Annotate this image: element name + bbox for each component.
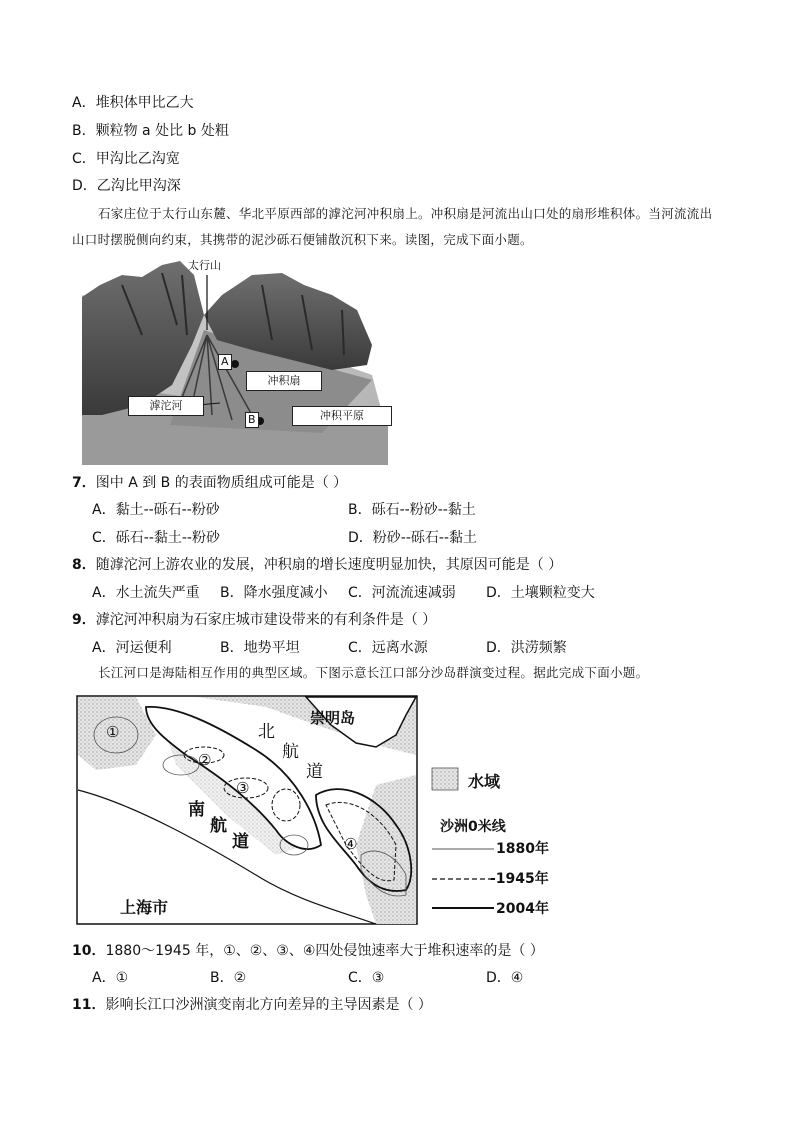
- q9-option-b[interactable]: B．地势平坦: [220, 640, 300, 656]
- hutuo-river-label: 滹沱河: [128, 396, 204, 416]
- q9-option-c[interactable]: C．远离水源: [348, 640, 428, 656]
- q10-option-b[interactable]: B．②: [210, 970, 247, 986]
- question-8: [72, 555, 562, 575]
- question-9: [72, 610, 436, 630]
- q9-option-d[interactable]: D．洪涝频繁: [486, 640, 567, 656]
- south-channel-char-2: 航: [210, 816, 227, 836]
- q7-option-b[interactable]: B．砾石--粉砂--黏土: [348, 502, 476, 518]
- prev-option-d: D．乙沟比甲沟深: [72, 178, 181, 194]
- q10-option-c[interactable]: C．③: [348, 970, 385, 986]
- q8-option-b[interactable]: B．降水强度减小: [220, 585, 328, 601]
- question-11: [72, 995, 432, 1015]
- alluvial-fan-figure: [82, 255, 388, 465]
- q9-option-a[interactable]: A．河运便利: [92, 640, 172, 656]
- legend-1945: -1945年: [490, 871, 549, 887]
- sandbar-mark-4: ④: [344, 835, 358, 853]
- alluvial-fan-label: 冲积扇: [246, 371, 322, 391]
- question-10: [72, 941, 544, 961]
- sandbar-mark-2: ②: [198, 751, 212, 769]
- q8-option-a[interactable]: A．水土流失严重: [92, 585, 200, 601]
- q10-option-d[interactable]: D．④: [486, 970, 524, 986]
- sandbar-mark-1: ①: [106, 723, 120, 741]
- south-channel-char-1: 南: [188, 800, 205, 820]
- point-b-label: B: [245, 412, 259, 428]
- q7-option-d[interactable]: D．粉砂--砾石--黏土: [348, 530, 477, 546]
- south-channel-char-3: 道: [232, 832, 249, 852]
- q7-option-a[interactable]: A．黏土--砾石--粉砂: [92, 502, 220, 518]
- north-channel-char-1: 北: [258, 722, 275, 742]
- question-8-number: 8．: [72, 557, 96, 573]
- legend-water-label: 水域: [468, 772, 501, 791]
- north-channel-char-2: 航: [282, 742, 299, 762]
- estuary-map-drawing: [76, 695, 556, 927]
- q10-option-a[interactable]: A．①: [92, 970, 129, 986]
- question-7-text: 图中 A 到 B 的表面物质组成可能是（ ）: [95, 475, 348, 491]
- alluvial-fan-drawing: [82, 255, 388, 465]
- prev-option-c: C．甲沟比乙沟宽: [72, 151, 180, 167]
- point-a-label: A: [218, 354, 232, 370]
- question-7-number: 7．: [72, 475, 96, 491]
- q8-option-c[interactable]: C．河流流速减弱: [348, 585, 456, 601]
- question-8-text: 随滹沱河上游农业的发展，冲积扇的增长速度明显加快，其原因可能是（ ）: [95, 557, 563, 573]
- alluvial-plain-label: 冲积平原: [292, 406, 392, 426]
- question-7: [72, 473, 347, 493]
- legend-title: 沙洲0米线: [440, 819, 506, 835]
- question-9-text: 滹沱河冲积扇为石家庄城市建设带来的有利条件是（ ）: [95, 612, 437, 628]
- q8-option-d[interactable]: D．土壤颗粒变大: [486, 585, 595, 601]
- taihang-mountain-label: 太行山: [188, 259, 221, 272]
- chongming-island-label: 崇明岛: [310, 709, 356, 727]
- prev-option-a: A．堆积体甲比乙大: [72, 95, 194, 111]
- passage-yangtze-estuary: 长江河口是海陆相互作用的典型区域。下图示意长江口部分沙岛群演变过程。据此完成下面小题。: [98, 665, 649, 680]
- prev-option-b: B．颗粒物 a 处比 b 处粗: [72, 123, 229, 139]
- north-channel-char-3: 道: [306, 762, 323, 782]
- question-11-number: 11．: [72, 997, 106, 1013]
- legend-2004: 2004年: [496, 901, 549, 917]
- shanghai-city-label: 上海市: [120, 898, 169, 917]
- yangtze-estuary-map: [76, 695, 556, 927]
- sandbar-mark-3: ③: [236, 779, 250, 797]
- question-9-number: 9．: [72, 612, 96, 628]
- question-11-text: 影响长江口沙洲演变南北方向差异的主导因素是（ ）: [105, 997, 432, 1013]
- legend-1880: 1880年: [496, 841, 549, 857]
- question-10-number: 10．: [72, 943, 106, 959]
- question-10-text: 1880～1945 年，①、②、③、④四处侵蚀速率大于堆积速率的是（ ）: [105, 943, 544, 959]
- q7-option-c[interactable]: C．砾石--黏土--粉砂: [92, 530, 220, 546]
- passage-shijiazhuang: 石家庄位于太行山东麓、华北平原西部的滹沱河冲积扇上。冲积扇是河流出山口处的扇形堆积体。当河流流出山口时摆脱侧向约束，其携带的泥沙砾石便铺散沉积下来。读图，完成下面小题。: [72, 206, 713, 247]
